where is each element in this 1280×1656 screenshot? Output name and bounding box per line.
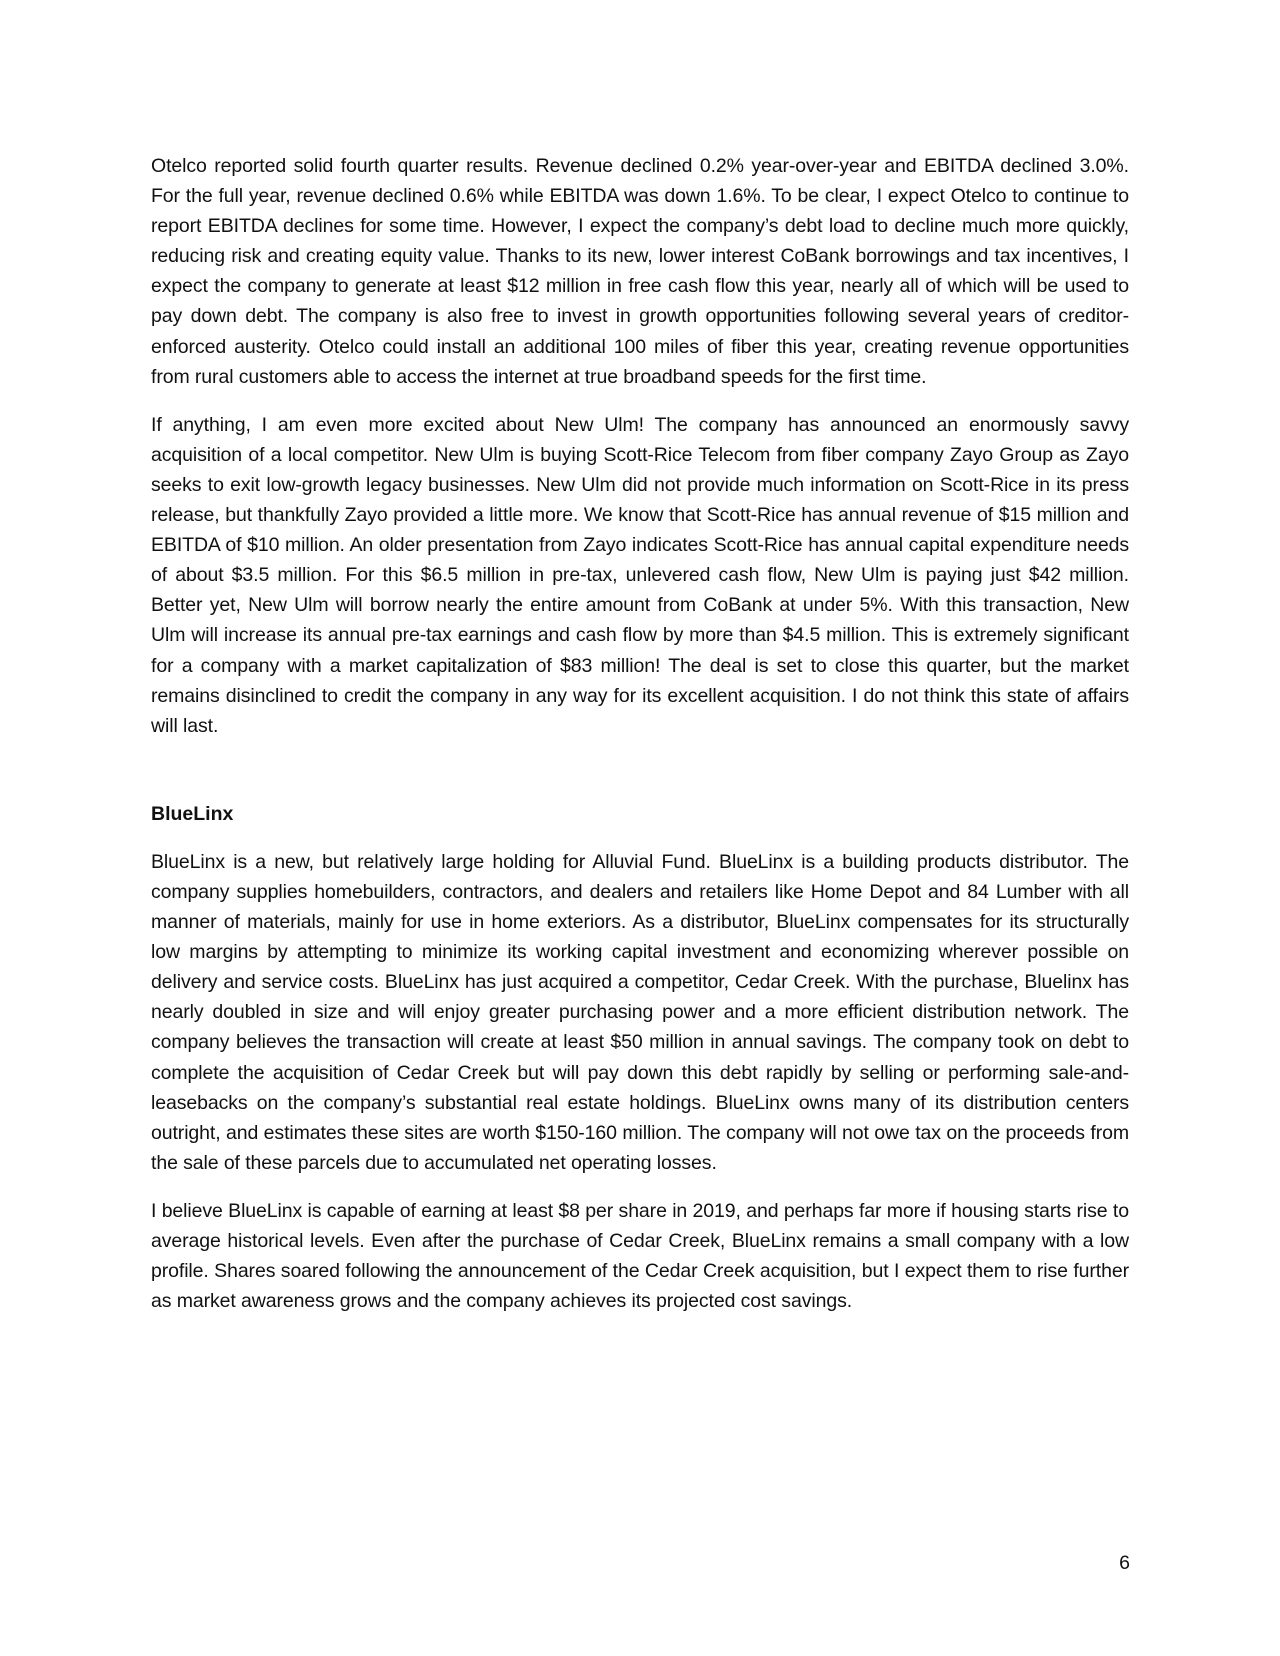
paragraph-bluelinx-overview: BlueLinx is a new, but relatively large holding for Alluvial Fund. BlueLinx is a building products distributor. The company supplies homebuilders, contractors, and dealers and retailers like Home Depot and 84 Lumber with all manner of materials, mainly for use in home exteriors. As a distributor, BlueLinx compensates for its structurally low margins by attempting to minimize its working capital investment and economizing wherever possible on delivery and service costs. BlueLinx has just acquired a competitor, Cedar Creek. With the purchase, Bluelinx has nearly doubled in size and will enjoy greater purchasing power and a more efficient distribution network. The company believes the transaction will create at least $50 million in annual savings. The company took on debt to complete the acquisition of Cedar Creek but will pay down this debt rapidly by selling or performing sale-and-leasebacks on the company’s substantial real estate holdings. BlueLinx owns many of its distribution centers outright, and estimates these sites are worth $150-160 million. The company will not owe tax on the proceeds from the sale of these parcels due to accumulated net operating losses. [151,850,1129,1174]
page-number: 6 [1119,1552,1130,1574]
paragraph-otelco: Otelco reported solid fourth quarter results. Revenue declined 0.2% year-over-year and EBITDA declined 3.0%. For the full year, revenue declined 0.6% while EBITDA was down 1.6%. To be clear, I expect Otelco to continue to report EBITDA declines for some time. However, I expect the company’s debt load to decline much more quickly, reducing risk and creating equity value. Thanks to its new, lower interest CoBank borrowings and tax incentives, I expect the company to generate at least $12 million in free cash flow this year, nearly all of which will be used to pay down debt. The company is also free to invest in growth opportunities following several years of creditor-enforced austerity. Otelco could install an additional 100 miles of fiber this year, creating revenue opportunities from rural customers able to access the internet at true broadband speeds for the first time. [151,155,1129,388]
document-page [151,151,1129,1334]
section-heading-bluelinx: BlueLinx [151,802,234,825]
paragraph-bluelinx-outlook: I believe BlueLinx is capable of earning at least $8 per share in 2019, and perhaps far more if housing starts rise to average historical levels. Even after the purchase of Cedar Creek, BlueLinx remains a small company with a low profile. Shares soared following the announcement of the Cedar Creek acquisition, but I expect them to rise further as market awareness grows and the company achieves its projected cost savings. [151,1199,1129,1313]
paragraph-new-ulm: If anything, I am even more excited about New Ulm! The company has announced an enormously savvy acquisition of a local competitor. New Ulm is buying Scott-Rice Telecom from fiber company Zayo Group as Zayo seeks to exit low-growth legacy businesses. New Ulm did not provide much information on Scott-Rice in its press release, but thankfully Zayo provided a little more. We know that Scott-Rice has annual revenue of $15 million and EBITDA of $10 million. An older presentation from Zayo indicates Scott-Rice has annual capital expenditure needs of about $3.5 million. For this $6.5 million in pre-tax, unlevered cash flow, New Ulm is paying just $42 million. Better yet, New Ulm will borrow nearly the entire amount from CoBank at under 5%. With this transaction, New Ulm will increase its annual pre-tax earnings and cash flow by more than $4.5 million. This is extremely significant for a company with a market capitalization of $83 million! The deal is set to close this quarter, but the market remains disinclined to credit the company in any way for its excellent acquisition. I do not think this state of affairs will last. [151,413,1129,737]
